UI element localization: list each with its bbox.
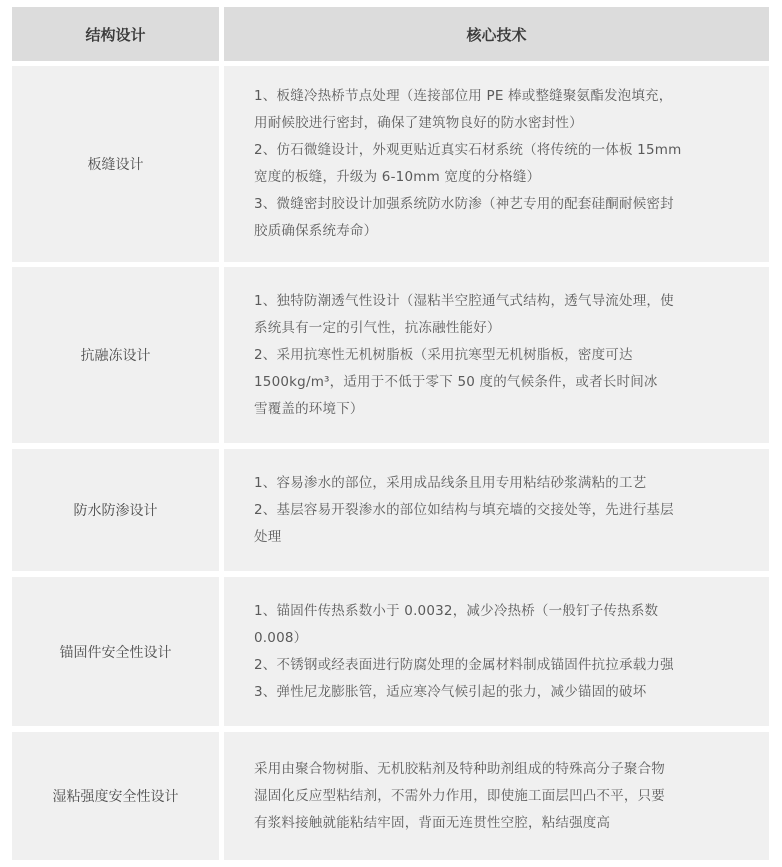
- text-line: 2、基层容易开裂渗水的部位如结构与填充墙的交接处等，先进行基层: [254, 501, 674, 518]
- text-line: 1、容易渗水的部位，采用成品线条且用专用粘结砂浆满粘的工艺: [254, 474, 647, 491]
- text-line: 采用由聚合物树脂、无机胶粘剂及特种助剂组成的特殊高分子聚合物: [254, 760, 665, 777]
- text-line: 有浆料接触就能粘结牢固，背面无连贯性空腔，粘结强度高: [254, 814, 611, 831]
- text-line: 2、仿石微缝设计，外观更贴近真实石材系统（将传统的一体板 15mm: [254, 142, 682, 158]
- row-detail-wet-bond-strength-design: [224, 732, 769, 860]
- text-line: 胶质确保系统寿命）: [254, 223, 378, 239]
- text-line: 3、微缝密封胶设计加强系统防水防渗（神艺专用的配套硅酮耐候密封: [254, 196, 674, 212]
- text-line: 处理: [254, 528, 282, 545]
- text-line: 宽度的板缝，升级为 6-10mm 宽度的分格缝）: [254, 169, 541, 185]
- row-name-freeze-thaw-design: 抗融冻设计: [12, 267, 219, 443]
- row-detail-anchor-safety-design: [224, 577, 769, 726]
- text-line: 3、弹性尼龙膨胀管，适应寒冷气候引起的张力，减少锚固的破坏: [254, 683, 647, 700]
- header-structure-design: 结构设计: [12, 7, 219, 61]
- row-detail-freeze-thaw-design: [224, 267, 769, 443]
- row-detail-waterproof-design: [224, 449, 769, 571]
- text-line: 2、采用抗寒性无机树脂板（采用抗寒型无机树脂板，密度可达: [254, 346, 633, 363]
- text-line: 1、锚固件传热系数小于 0.0032，减少冷热桥（一般钉子传热系数: [254, 602, 659, 619]
- text-line: 湿固化反应型粘结剂，不需外力作用，即使施工面层凹凸不平，只要: [254, 787, 665, 804]
- row-name-anchor-safety-design: 锚固件安全性设计: [12, 577, 219, 726]
- text-line: 1、独特防潮透气性设计（湿粘半空腔通气式结构，透气导流处理，使: [254, 292, 674, 309]
- text-line: 雪覆盖的环境下）: [254, 400, 364, 417]
- text-line: 系统具有一定的引气性，抗冻融性能好）: [254, 319, 501, 336]
- text-line: 1、板缝冷热桥节点处理（连接部位用 PE 棒或整缝聚氨酯发泡填充，: [254, 88, 673, 104]
- text-line: 1500kg/m³，适用于不低于零下 50 度的气候条件，或者长时间冰: [254, 373, 658, 390]
- text-line: 2、不锈钢或经表面进行防腐处理的金属材料制成锚固件抗拉承载力强: [254, 656, 674, 673]
- row-detail-seam-design: [224, 66, 769, 262]
- row-name-seam-design: 板缝设计: [12, 66, 219, 262]
- row-name-wet-bond-strength-design: 湿粘强度安全性设计: [12, 732, 219, 860]
- text-line: 0.008）: [254, 629, 308, 646]
- header-core-technology: 核心技术: [224, 7, 769, 61]
- text-line: 用耐候胶进行密封，确保了建筑物良好的防水密封性）: [254, 115, 583, 131]
- row-name-waterproof-design: 防水防渗设计: [12, 449, 219, 571]
